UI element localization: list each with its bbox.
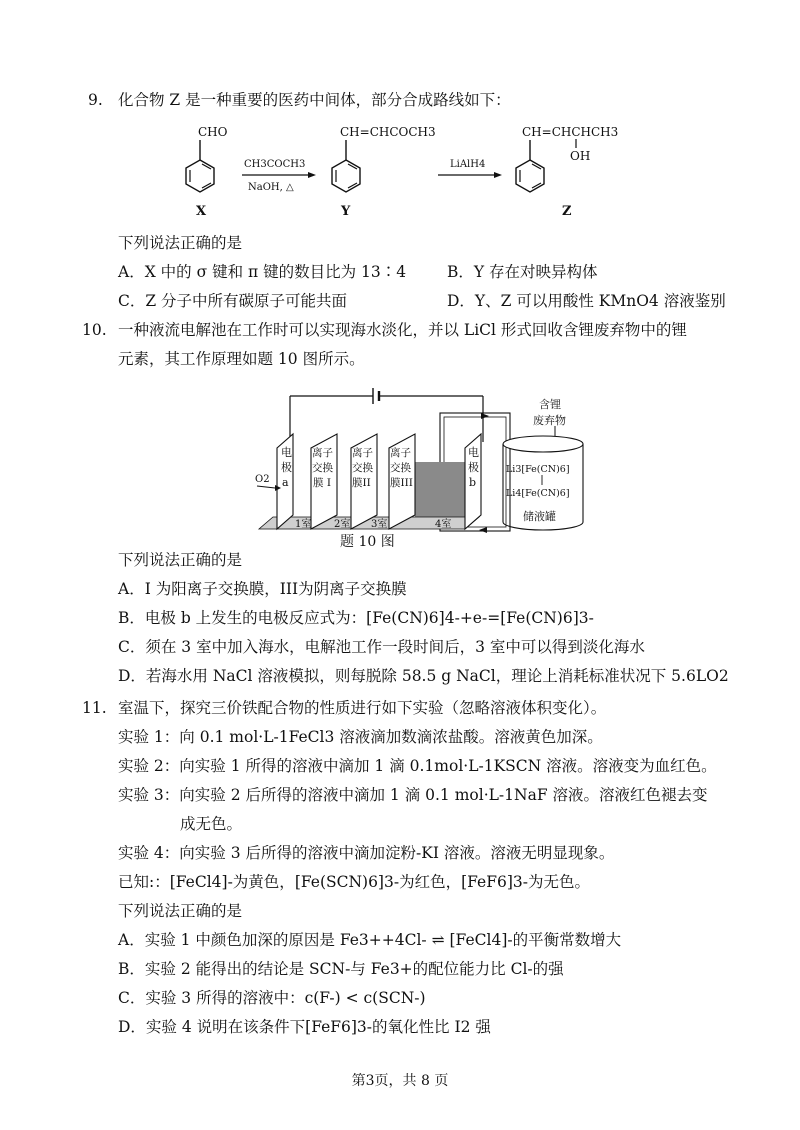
electrode-b-label: 极: [468, 461, 479, 474]
experiment-3: 实验 3：向实验 2 后所得的溶液中滴加 1 滴 0.1 mol·L-1NaF 溶液。溶液红色褪去变: [118, 786, 708, 804]
page-footer: 第3页，共 8 页: [351, 1073, 449, 1089]
membrane-1-label: 膜 I: [313, 477, 331, 489]
answer-prompt: 下列说法正确的是: [118, 551, 243, 569]
label-y: Y: [341, 204, 351, 219]
option-c: C．须在 3 室中加入海水，电解池工作一段时间后，3 室中可以得到淡化海水: [118, 638, 645, 656]
question-stem-cont: 元素，其工作原理如题 10 图所示。: [118, 350, 365, 368]
reagent-1-bottom: NaOH, △: [248, 182, 294, 193]
experiment-3-cont: 成无色。: [180, 815, 243, 833]
synthesis-scheme: [160, 118, 640, 223]
option-b: B．实验 2 能得出的结论是 SCN-与 Fe3+的配位能力比 Cl-的强: [118, 960, 564, 978]
question-stem: 化合物 Z 是一种重要的医药中间体，部分合成路线如下：: [118, 91, 511, 109]
membrane-1-label: 交换: [312, 462, 333, 474]
answer-prompt: 下列说法正确的是: [118, 234, 243, 252]
membrane-3-label: 交换: [390, 462, 411, 474]
z-substituent: CH=CHCHCH3: [522, 125, 619, 139]
option-d: D．若海水用 NaCl 溶液模拟，则每脱除 58.5 g NaCl，理论上消耗标准状况下 5.6LO2: [118, 667, 729, 685]
option-c: C．实验 3 所得的溶液中：c(F-) < c(SCN-): [118, 989, 426, 1007]
question-number: 11.: [82, 699, 107, 717]
option-a: A．I 为阳离子交换膜，III为阴离子交换膜: [118, 580, 407, 598]
answer-prompt: 下列说法正确的是: [118, 902, 243, 920]
tank-species-top: Li3[Fe(CN)6]: [506, 464, 570, 475]
option-d: D．Y、Z 可以用酸性 KMnO4 溶液鉴别: [447, 292, 726, 310]
experiment-4: 实验 4：向实验 3 后所得的溶液中滴加淀粉-KI 溶液。溶液无明显现象。: [118, 844, 615, 862]
electrode-a-label: a: [282, 476, 289, 489]
label-z: Z: [562, 204, 572, 219]
reagent-1-top: CH3COCH3: [244, 159, 306, 170]
tank-label: 储液罐: [523, 510, 556, 523]
oxygen-label: O2: [255, 474, 270, 485]
room-3-label: 3室: [371, 519, 388, 530]
question-number: 10.: [82, 321, 107, 339]
electrode-b-label: b: [469, 476, 477, 489]
compound-y-structure: [332, 125, 436, 192]
option-a: A．实验 1 中颜色加深的原因是 Fe3++4Cl- ⇌ [FeCl4]-的平衡常数增大: [118, 931, 622, 949]
option-a: A．X 中的 σ 键和 π 键的数目比为 13∶4: [118, 263, 407, 281]
electrode-a-label: 电: [281, 446, 292, 459]
y-substituent: CH=CHCOCH3: [340, 125, 436, 139]
membrane-3-label: 离子: [390, 447, 411, 459]
membrane-3-label: 膜III: [390, 477, 413, 489]
label-x: X: [196, 204, 207, 219]
z-hydroxyl: OH: [570, 149, 591, 163]
option-b: B．Y 存在对映异构体: [447, 263, 598, 281]
membrane-1-label: 离子: [312, 447, 333, 459]
experiment-1: 实验 1：向 0.1 mol·L-1FeCl3 溶液滴加数滴浓盐酸。溶液黄色加深。: [118, 728, 603, 746]
electrode-a-label: 极: [281, 461, 292, 474]
question-stem: 一种液流电解池在工作时可以实现海水淡化，并以 LiCl 形式回收含锂废弃物中的锂: [118, 321, 687, 339]
compound-z-structure: [516, 125, 618, 192]
compound-x-structure: [186, 125, 228, 192]
room-2-label: 2室: [334, 519, 351, 530]
experiment-2: 实验 2：向实验 1 所得的溶液中滴加 1 滴 0.1mol·L-1KSCN 溶液。溶液变为血红色。: [118, 757, 717, 775]
figure-caption: 题 10 图: [340, 534, 395, 550]
waste-label: 含锂: [539, 398, 561, 411]
question-number: 9.: [88, 91, 103, 109]
membrane-2-label: 膜II: [352, 477, 371, 489]
known-info: 已知:：[FeCl4]-为黄色，[Fe(SCN)6]3-为红色，[FeF6]3-为无色。: [118, 873, 590, 891]
electrolysis-figure: [255, 382, 585, 557]
option-b: B．电极 b 上发生的电极反应式为：[Fe(CN)6]4-+e-=[Fe(CN)6]3-: [118, 609, 594, 627]
membrane-2-label: 交换: [352, 462, 373, 474]
electrode-b-label: 电: [468, 446, 479, 459]
membrane-2-label: 离子: [352, 447, 373, 459]
room-1-label: 1室: [295, 519, 312, 530]
x-substituent: CHO: [198, 125, 228, 139]
room-4-label: 4室: [435, 519, 452, 530]
option-c: C．Z 分子中所有碳原子可能共面: [118, 292, 348, 310]
reagent-2-top: LiAlH4: [450, 159, 486, 170]
tank-species-bottom: Li4[Fe(CN)6]: [506, 488, 570, 499]
option-d: D．实验 4 说明在该条件下[FeF6]3-的氧化性比 I2 强: [118, 1018, 491, 1036]
waste-label: 废弃物: [533, 414, 566, 427]
question-stem: 室温下，探究三价铁配合物的性质进行如下实验（忽略溶液体积变化）。: [118, 699, 607, 717]
